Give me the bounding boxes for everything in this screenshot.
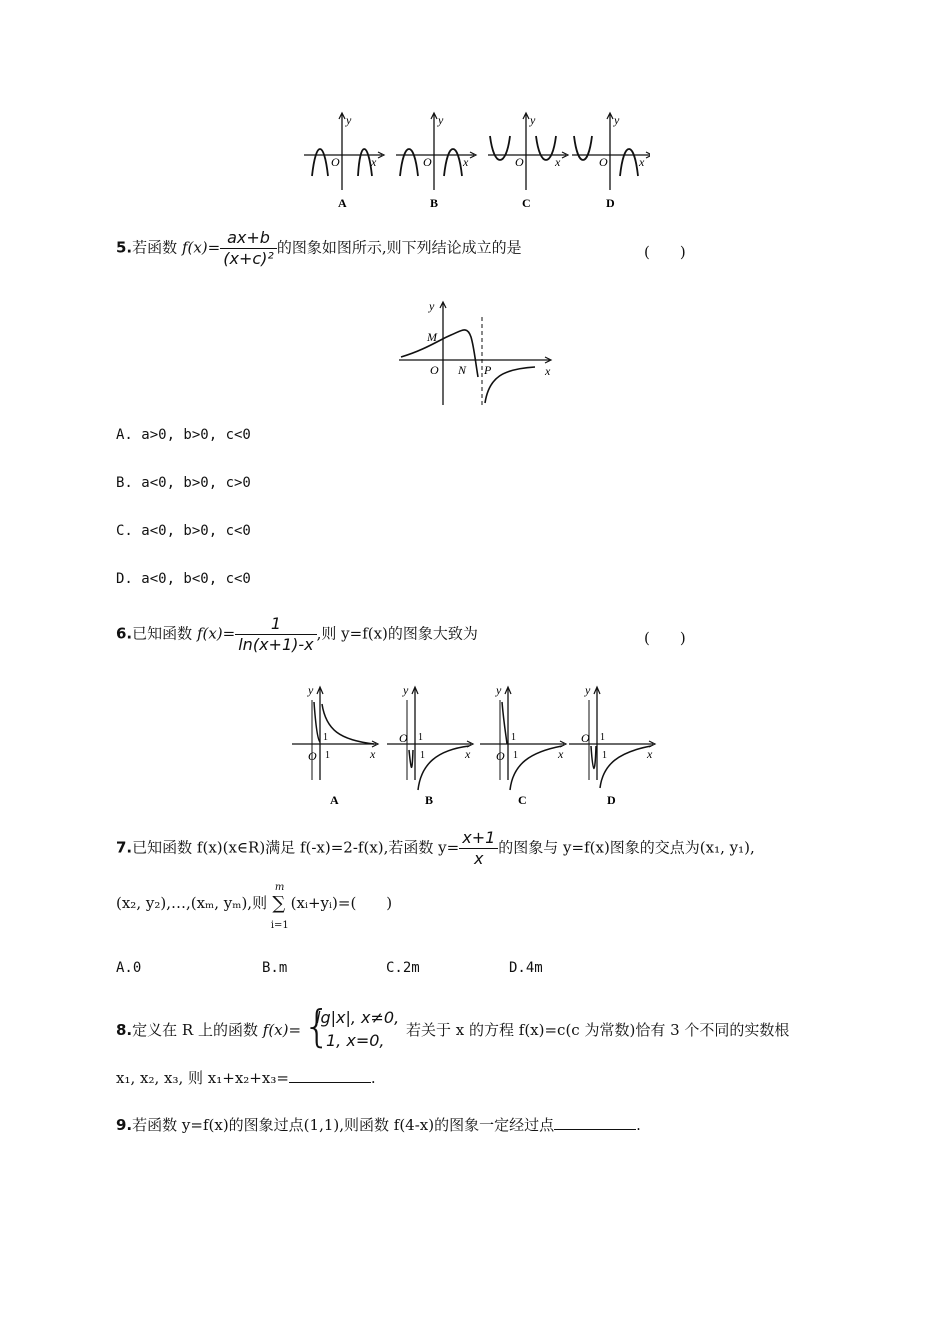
q7-sum-top: m [274, 882, 285, 893]
q6-frac-num: 1 [235, 614, 316, 635]
x-label: x [370, 747, 376, 761]
q6-frac-den: ln(x+1)-x [238, 635, 314, 654]
q8-line2 [116, 1068, 376, 1088]
q8-eq: = [288, 1021, 302, 1039]
q8-prefix: 定义在 R 上的函数 [132, 1021, 258, 1039]
curve-2 [600, 746, 651, 788]
question-number: 6. [116, 624, 133, 643]
y-label: y [429, 299, 435, 313]
x-one-label: 1 [420, 750, 425, 761]
x-label: x [647, 747, 653, 761]
q7-sum-symbol: ∑ [272, 893, 286, 914]
y-label: y [403, 683, 409, 697]
question-number: 7. [116, 838, 133, 857]
y-label: y [438, 113, 444, 127]
q7-sum-bottom: i=1 [270, 920, 289, 931]
q8-brace: { [303, 1001, 331, 1052]
q6-suffix: ,则 y=f(x)的图象大致为 [316, 624, 478, 643]
q8-piece1: lg|x|, x≠0, [316, 1008, 400, 1027]
q4-graph-D [572, 113, 650, 210]
q9-stem [116, 1115, 641, 1135]
y-label: y [496, 683, 502, 697]
q5-option-c[interactable]: C. a<0, b>0, c<0 [116, 523, 251, 539]
q7-line2-a: (x₂, y₂),…,(xₘ, yₘ),则 [116, 894, 268, 912]
q6-graph-B [387, 683, 473, 807]
curve-2 [418, 746, 469, 790]
curve-left [401, 330, 478, 377]
q7-line2-b: (xᵢ+yᵢ)=( ) [290, 894, 393, 912]
curve-1 [502, 702, 507, 744]
q7-option-a[interactable]: A.0 [116, 960, 142, 976]
q7-frac-num: x+1 [459, 828, 498, 849]
q8-line2-text: x₁, x₂, x₃, 则 x₁+x₂+x₃= [116, 1069, 289, 1087]
origin-label: O [308, 749, 317, 763]
curve-right [485, 367, 535, 403]
q6-graph-D [569, 683, 655, 807]
q7-line2 [116, 882, 393, 931]
q7-line1-a: 已知函数 f(x)(x∈R)满足 f(-x)=2-f(x),若函数 y= [132, 838, 460, 857]
origin-label: O [430, 363, 439, 377]
question-number: 8. [116, 1021, 133, 1039]
x-label: x [639, 155, 645, 169]
y-one-label: 1 [600, 732, 605, 743]
option-label: C [518, 793, 527, 807]
origin-label: O [331, 155, 340, 169]
origin-label: O [399, 731, 408, 745]
option-label: D [606, 196, 615, 210]
y-one-label: 1 [511, 732, 516, 743]
q9-text: 若函数 y=f(x)的图象过点(1,1),则函数 f(4-x)的图象一定经过点 [132, 1116, 555, 1134]
q7-option-b[interactable]: B.m [262, 960, 288, 976]
origin-label: O [581, 731, 590, 745]
y-label: y [346, 113, 352, 127]
q5-graph [395, 295, 560, 410]
q6-graphs [290, 680, 660, 810]
q6-fraction [235, 614, 316, 655]
point-P-label: P [484, 363, 492, 377]
q9-end: . [636, 1116, 641, 1134]
q7-fraction [459, 828, 498, 869]
x-one-label: 1 [513, 750, 518, 761]
curve-2 [322, 704, 374, 744]
q5-frac-den: (x+c)² [223, 249, 274, 268]
x-label: x [463, 155, 469, 169]
curve-1 [409, 750, 413, 767]
y-one-label: 1 [323, 732, 328, 743]
q9-answer-blank[interactable] [554, 1115, 636, 1130]
q6-stem [116, 614, 478, 655]
x-one-label: 1 [602, 750, 607, 761]
q5-fx: f(x) [181, 238, 208, 257]
option-label: B [425, 793, 434, 807]
y-label: y [585, 683, 591, 697]
q4-graphs [300, 110, 650, 215]
option-label: B [430, 196, 439, 210]
x-label: x [371, 155, 377, 169]
curve-1 [314, 702, 320, 742]
y-label: y [614, 113, 620, 127]
origin-label: O [496, 749, 505, 763]
q6-prefix: 已知函数 [132, 624, 193, 643]
q8-answer-blank[interactable] [289, 1068, 371, 1083]
q6-graph-A [292, 683, 378, 807]
q4-graph-B [396, 113, 476, 210]
x-label: x [558, 747, 564, 761]
q6-graph-C [480, 683, 566, 807]
q7-option-d[interactable]: D.4m [509, 960, 543, 976]
curve-1 [591, 746, 596, 769]
q5-option-a[interactable]: A. a>0, b>0, c<0 [116, 427, 251, 443]
q5-option-d[interactable]: D. a<0, b<0, c<0 [116, 571, 251, 587]
option-label: A [338, 196, 347, 210]
origin-label: O [515, 155, 524, 169]
q4-graph-C [488, 113, 568, 210]
q5-prefix: 若函数 [132, 238, 178, 257]
x-label: x [465, 747, 471, 761]
q5-eq: = [207, 238, 221, 257]
option-label: D [607, 793, 616, 807]
option-label: C [522, 196, 531, 210]
point-N-label: N [458, 363, 467, 377]
question-number: 9. [116, 1116, 133, 1134]
q6-answer-paren: ( ) [644, 629, 686, 647]
q7-line1 [116, 828, 755, 869]
q8-end: . [370, 1069, 376, 1087]
q5-stem [116, 228, 522, 269]
q7-option-c[interactable]: C.2m [386, 960, 420, 976]
q7-sum [270, 882, 289, 931]
q6-eq: = [222, 624, 236, 643]
option-label: A [330, 793, 339, 807]
q6-fx: f(x) [196, 624, 223, 643]
q5-answer-paren: ( ) [644, 243, 686, 261]
origin-label: O [423, 155, 432, 169]
x-label: x [555, 155, 561, 169]
q8-suffix: 若关于 x 的方程 f(x)=c(c 为常数)恰有 3 个不同的实数根 [406, 1021, 790, 1039]
point-M-label: M [427, 330, 437, 344]
x-one-label: 1 [325, 750, 330, 761]
q7-frac-den: x [474, 849, 484, 868]
q8-stem-left [116, 1020, 301, 1040]
q5-option-b[interactable]: B. a<0, b>0, c>0 [116, 475, 251, 491]
q4-graph-A [304, 113, 384, 210]
question-number: 5. [116, 238, 133, 257]
y-one-label: 1 [418, 732, 423, 743]
q8-piece2: 1, x=0, [326, 1031, 385, 1050]
q5-fraction [220, 228, 277, 269]
origin-label: O [599, 155, 608, 169]
q5-suffix: 的图象如图所示,则下列结论成立的是 [276, 238, 522, 257]
q5-frac-num: ax+b [220, 228, 277, 249]
x-label: x [545, 364, 551, 378]
y-label: y [308, 683, 314, 697]
y-label: y [530, 113, 536, 127]
q8-fx: f(x) [262, 1021, 289, 1039]
q7-line1-b: 的图象与 y=f(x)图象的交点为(x₁, y₁), [498, 838, 755, 857]
